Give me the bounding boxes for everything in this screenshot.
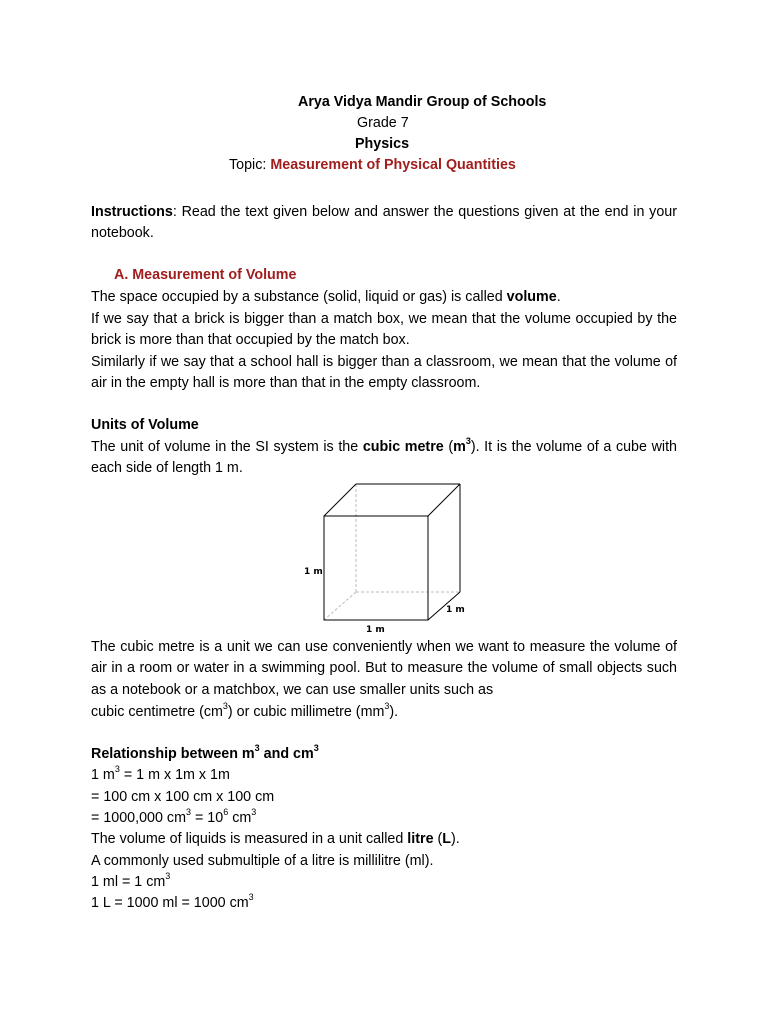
subject: Physics [355, 136, 410, 152]
instructions: Instructions: Read the text given below and answer the questions given at the end in your notebook. [91, 204, 677, 242]
cube-label-height: 1 m [304, 567, 323, 577]
volume-definition: The space occupied by a substance (solid, liquid or gas) is called volume. [91, 289, 561, 305]
millilitre-line: A commonly used submultiple of a litre is millilitre (ml). [91, 853, 434, 869]
hall-paragraph: Similarly if we say that a school hall is bigger than a classroom, we mean that the volume of air in the empty hall is more than that in the empty classroom. [91, 354, 677, 392]
grade: Grade 7 [357, 115, 409, 131]
school-name: Arya Vidya Mandir Group of Schools [298, 94, 547, 110]
relation-line-1: 1 $m^3 = 1$ m x 1m x 1m [91, 764, 230, 783]
section-a-heading: A. Measurement of Volume [114, 267, 297, 283]
cube-label-depth: 1 m [446, 605, 465, 615]
litre-line: The volume of liquids is measured in a unit called litre (L). [91, 831, 460, 847]
relation-line-2: = 100 cm x 100 cm x 100 cm [91, 789, 275, 805]
topic-line: Topic: Measurement of Physical Quantities [229, 157, 516, 173]
units-heading: Units of Volume [91, 417, 199, 433]
cubic-metre-paragraph: The cubic metre is a unit we can use conveniently when we want to measure the volume of air in a room or water in a swimming pool. But to measure the volume of small objects such as a notebook or a matchbox, we can use smaller units such as [91, 639, 677, 698]
instructions-label: Instructions [91, 204, 173, 220]
cube-diagram [296, 478, 476, 638]
brick-paragraph: If we say that a brick is bigger than a match box, we mean that the volume occupied by the brick is more than that occupied by the match box. [91, 311, 677, 349]
smaller-units-line: cubic centimetre $(cm^3)$ or cubic millimetre $(mm^3)$. [91, 701, 399, 720]
relation-line-3: = 1000,000 $cm^3 = 10^6$ $cm^3$ [91, 807, 257, 826]
relationship-heading: Relationship between $m^3$ and $cm^3$ [91, 743, 319, 762]
cube-label-width: 1 m [366, 625, 385, 635]
topic-title: Measurement of Physical Quantities [270, 157, 516, 173]
litre-conversion-line: 1 L = 1000 ml = 1000 $cm^3$ [91, 892, 254, 911]
si-unit-paragraph: The unit of volume in the SI system is the cubic metre $(m^3)$. It is the volume of a cube with each side of length 1 m. [91, 436, 677, 477]
cube-visible-edges [324, 484, 460, 620]
ml-cm3-line: 1 ml = 1 $cm^3$ [91, 871, 171, 890]
